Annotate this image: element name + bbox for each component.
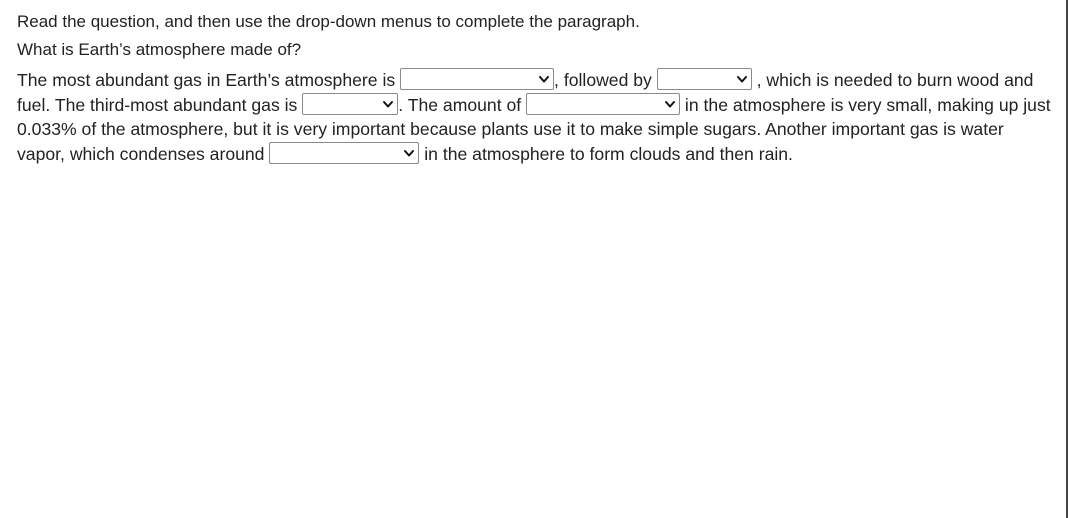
dropdown-trace-gas[interactable] <box>526 93 680 115</box>
paragraph-segment-2: , followed by <box>554 70 657 90</box>
dropdown-most-abundant-gas[interactable] <box>400 68 554 90</box>
chevron-down-icon <box>736 73 748 85</box>
chevron-down-icon <box>664 98 676 110</box>
instructions-text: Read the question, and then use the drop-down menus to complete the paragraph. <box>17 12 640 31</box>
paragraph-segment-1: The most abundant gas in Earth’s atmosphere is <box>17 70 401 90</box>
chevron-down-icon <box>538 73 550 85</box>
cloze-paragraph <box>17 68 1053 166</box>
dropdown-second-gas[interactable] <box>657 68 752 90</box>
paragraph-segment-5: in the atmosphere is very small, making up just 0.033% of the atmosphere, but it is very important because plants use it to make simple sugars. Another important gas is water vapor, which condenses around <box>17 94 1051 164</box>
question-panel <box>17 12 1057 166</box>
chevron-down-icon <box>382 98 394 110</box>
dropdown-condensation-nuclei[interactable] <box>269 142 419 164</box>
paragraph-segment-6: in the atmosphere to form clouds and then rain. <box>419 143 793 164</box>
paragraph-segment-4: . The amount of <box>398 94 527 115</box>
paragraph-segment-3: , which is needed to burn wood and fuel. The third-most abundant gas is <box>17 70 1034 115</box>
dropdown-third-gas[interactable] <box>302 93 398 115</box>
question-text: What is Earth’s atmosphere made of? <box>17 40 302 59</box>
chevron-down-icon <box>403 147 415 159</box>
